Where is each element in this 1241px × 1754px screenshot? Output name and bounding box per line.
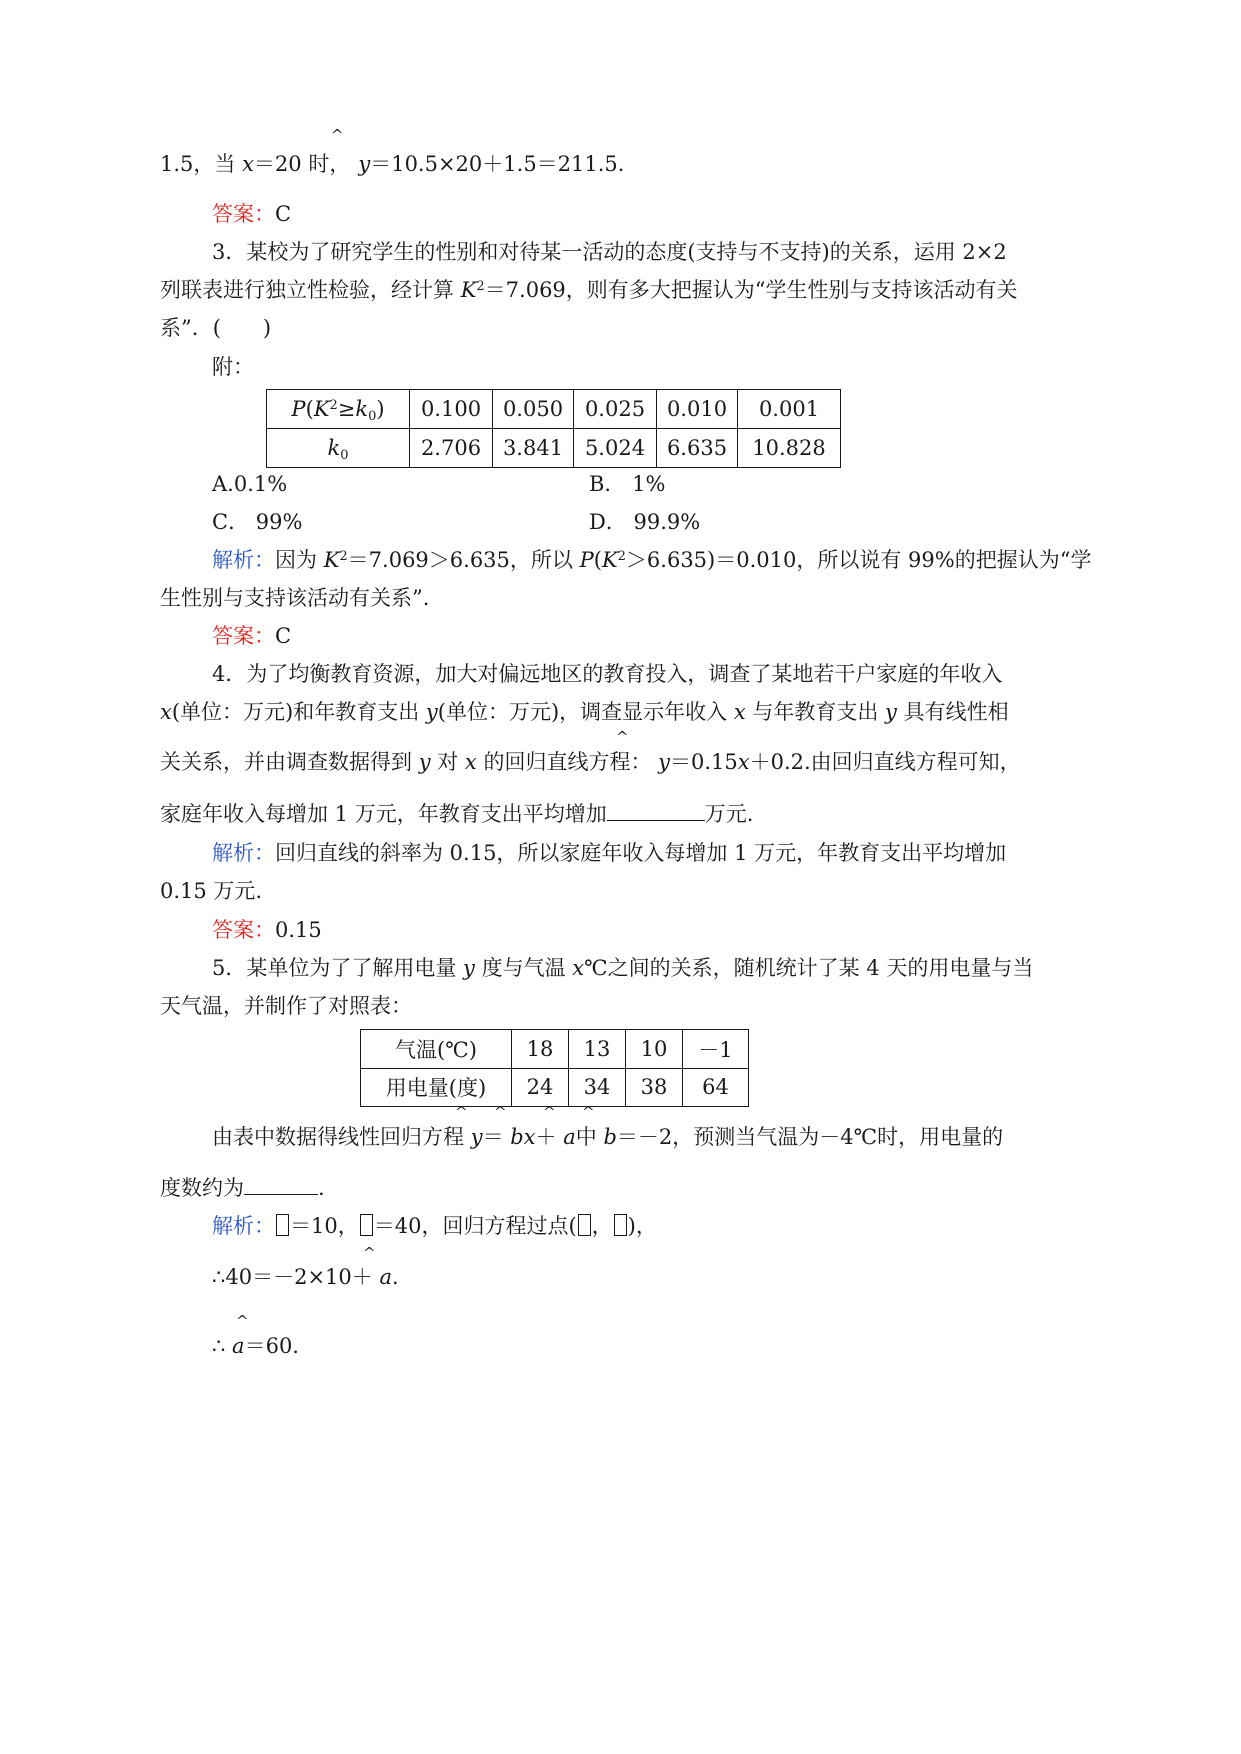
fill-blank[interactable] xyxy=(607,800,705,821)
q5-line-4: 度数约为 . xyxy=(160,1176,325,1200)
answer-q3: 答案：C xyxy=(212,624,292,648)
table-row xyxy=(267,429,841,468)
table-cell: 38 xyxy=(626,1068,683,1107)
table-cell: 18 xyxy=(512,1030,569,1069)
hat-mark: ^ xyxy=(363,1244,376,1262)
hat-mark: ^ xyxy=(331,126,344,144)
hat-mark: ^ xyxy=(543,1103,556,1121)
y-bar-symbol xyxy=(614,1214,627,1236)
x-bar-symbol xyxy=(578,1214,591,1236)
table-header-cell: 气温(℃) xyxy=(361,1030,512,1069)
table-cell: 10 xyxy=(626,1030,683,1069)
table-cell: 6.635 xyxy=(657,429,738,468)
q5-line-3: 由表中数据得线性回归方程 y＝ bx＋ a中 b＝－2，预测当气温为－4℃时，用电量的 xyxy=(212,1125,1004,1149)
table-cell: 0.025 xyxy=(574,390,657,429)
option-a: A.0.1% xyxy=(212,472,288,496)
q3-analysis-line-1: 解析：因为 $K^2=7.069>6.635$，所以 $P(K^2>6.635)=0.010$，所以说有 99%的把握认为“学 xyxy=(212,548,1092,572)
option-d: D． 99.9% xyxy=(589,510,701,534)
hat-mark: ^ xyxy=(455,1103,468,1121)
table-cell: 0.100 xyxy=(410,390,493,429)
table-cell: 0.010 xyxy=(657,390,738,429)
q4-analysis-line-1: 解析：回归直线的斜率为 0.15，所以家庭年收入每增加 1 万元，年教育支出平均增加 xyxy=(212,841,1007,865)
table-cell: －1 xyxy=(683,1030,749,1069)
q4-line-2: x(单位：万元)和年教育支出 y(单位：万元)，调查显示年收入 x 与年教育支出 y 具有线性相 xyxy=(160,700,1009,724)
table-header-cell: 用电量(度) xyxy=(361,1068,512,1107)
temperature-usage-table xyxy=(360,1029,749,1107)
q3-line-3: 系”．( ) xyxy=(160,316,272,340)
hat-mark: ^ xyxy=(582,1103,595,1121)
q3-analysis-line-2: 生性别与支持该活动有关系”. xyxy=(160,586,430,610)
table-cell: 0.001 xyxy=(738,390,841,429)
q5-analysis-line-3: ∴ a＝60. xyxy=(212,1334,299,1358)
hat-mark: ^ xyxy=(494,1103,507,1121)
table-row xyxy=(361,1068,749,1107)
table-row xyxy=(361,1030,749,1069)
fill-blank[interactable] xyxy=(244,1174,318,1195)
table-cell: 24 xyxy=(512,1068,569,1107)
table-row xyxy=(267,390,841,429)
hat-mark: ^ xyxy=(616,728,629,746)
q5-analysis-line-2: ∴40＝－2×10＋ a. xyxy=(212,1265,399,1289)
q3-line-1: 3．某校为了研究学生的性别和对待某一活动的态度(支持与不支持)的关系，运用 2×2 xyxy=(212,240,1007,264)
line-1: 1.5，当 x＝20 时， y＝10.5×20＋1.5＝211.5. xyxy=(160,152,625,176)
table-cell: 2.706 xyxy=(410,429,493,468)
answer-q4: 答案：0.15 xyxy=(212,918,322,942)
table-cell: 34 xyxy=(569,1068,626,1107)
table-cell: 10.828 xyxy=(738,429,841,468)
q5-line-1: 5．某单位为了了解用电量 y 度与气温 x℃之间的关系，随机统计了某 4 天的用电量与当 xyxy=(212,956,1034,980)
answer-q2: 答案：C xyxy=(212,202,292,226)
q4-line-3: 关关系，并由调查数据得到 y 对 x 的回归直线方程： y＝0.15x＋0.2.由回归直线方程可知， xyxy=(160,750,1021,774)
table-header-cell: $P(K^2\ge k_0)$ xyxy=(267,390,410,429)
hat-mark: ^ xyxy=(236,1312,249,1330)
option-c: C． 99% xyxy=(212,510,303,534)
q4-line-1: 4．为了均衡教育资源，加大对偏远地区的教育投入，调查了某地若干户家庭的年收入 xyxy=(212,662,1003,686)
option-b: B． 1% xyxy=(589,472,666,496)
q3-appendix-label: 附： xyxy=(212,355,254,379)
table-cell: 64 xyxy=(683,1068,749,1107)
q5-line-2: 天气温，并制作了对照表： xyxy=(160,994,412,1018)
table-header-cell: $k_0$ xyxy=(267,429,410,468)
y-bar-symbol xyxy=(360,1214,373,1236)
table-cell: 3.841 xyxy=(493,429,574,468)
table-cell: 5.024 xyxy=(574,429,657,468)
q4-line-4: 家庭年收入每增加 1 万元，年教育支出平均增加 万元. xyxy=(160,802,754,826)
q5-analysis-line-1: 解析： ＝10， ＝40，回归方程过点( ， )， xyxy=(212,1214,657,1238)
q4-analysis-line-2: 0.15 万元. xyxy=(160,879,263,903)
x-bar-symbol xyxy=(276,1214,289,1236)
q3-line-2: 列联表进行独立性检验，经计算 $K^2=7.069$，则有多大把握认为“学生性别与支持该活动有关 xyxy=(160,278,1018,302)
table-cell: 13 xyxy=(569,1030,626,1069)
chi-square-table xyxy=(266,389,841,468)
table-cell: 0.050 xyxy=(493,390,574,429)
